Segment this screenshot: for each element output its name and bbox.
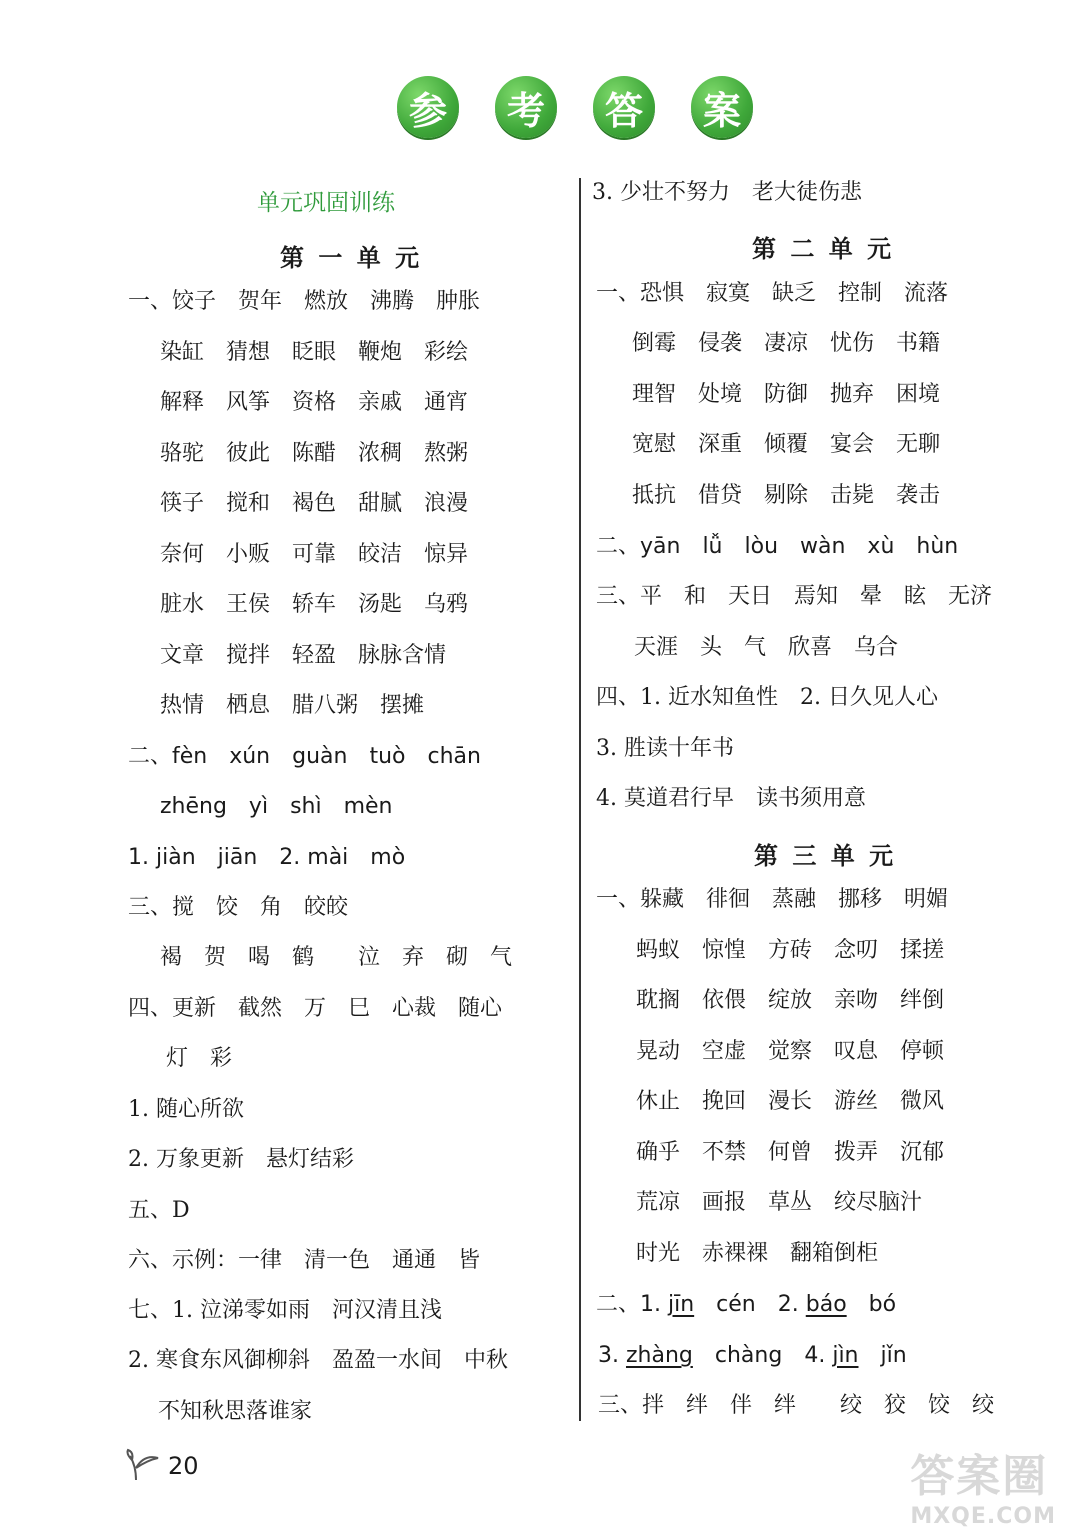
answer-line: 褐 贺 喝 鹤 泣 弃 砌 气 — [160, 945, 513, 970]
answer-line: 宽慰 深重 倾覆 宴会 无聊 — [632, 432, 941, 457]
answer-line: 3. 少壮不努力 老大徒伤悲 — [592, 180, 862, 205]
answer-line: 一、饺子 贺年 燃放 沸腾 肿胀 — [128, 289, 481, 314]
answer-line: 解释 风筝 资格 亲戚 通宵 — [160, 390, 469, 415]
answer-line: 2. 寒食东风御柳斜 盈盈一水间 中秋 — [128, 1348, 508, 1373]
answer-line: 耽搁 依偎 绽放 亲吻 绊倒 — [636, 988, 945, 1013]
column-divider — [579, 178, 581, 1421]
pinyin-answer: jǐn — [880, 1343, 907, 1368]
answer-line: 休止 挽回 漫长 游丝 微风 — [636, 1089, 945, 1114]
unit-heading: 第 三 单 元 — [754, 842, 897, 870]
title-char-3: 答 — [593, 76, 655, 138]
answer-line: 确乎 不禁 何曾 拨弄 沉郁 — [636, 1140, 945, 1165]
title-char-2: 考 — [495, 76, 557, 138]
answer-line: 1. 随心所欲 — [128, 1097, 244, 1122]
answer-line: 2. 万象更新 悬灯结彩 — [128, 1147, 354, 1172]
pinyin-answer-underlined: báo — [805, 1292, 847, 1317]
pinyin-answer-underlined: jīn — [667, 1292, 695, 1317]
answer-line: 时光 赤裸裸 翻箱倒柜 — [636, 1241, 879, 1266]
answer-line: 骆驼 彼此 陈醋 浓稠 熬粥 — [160, 441, 469, 466]
answer-line: 奈何 小贩 可靠 皎洁 惊异 — [160, 542, 469, 567]
pinyin-answer-underlined: zhàng — [625, 1343, 693, 1368]
answer-line: 热情 栖息 腊八粥 摆摊 — [160, 693, 425, 718]
answer-line: 三、平 和 天日 焉知 晕 眩 无济 — [596, 584, 993, 609]
answer-line: 二、yān lǚ lòu wàn xù hùn — [596, 534, 959, 559]
answer-line: 四、更新 截然 万 巳 心裁 随心 — [128, 996, 503, 1021]
pinyin-answer: bó — [868, 1292, 897, 1317]
watermark-url: MXQE.COM — [910, 1504, 1056, 1529]
sprout-icon — [126, 1448, 162, 1482]
answer-line: 荒凉 画报 草丛 绞尽脑汁 — [636, 1190, 923, 1215]
answer-line: 四、1. 近水知鱼性 2. 日久见人心 — [596, 685, 938, 710]
title-banner — [0, 76, 1074, 156]
answer-line: 染缸 猜想 眨眼 鞭炮 彩绘 — [160, 340, 469, 365]
answer-line: 一、躲藏 徘徊 蒸融 挪移 明媚 — [596, 887, 949, 912]
title-char-4: 案 — [691, 76, 753, 138]
answer-line: 五、D — [128, 1198, 190, 1223]
answer-line: 三、搅 饺 角 皎皎 — [128, 895, 349, 920]
page-number: 20 — [168, 1452, 199, 1480]
pinyin-number: 3. — [598, 1343, 626, 1368]
answer-line: 文章 搅拌 轻盈 脉脉含情 — [160, 643, 447, 668]
answer-line: 3. 胜读十年书 — [596, 736, 734, 761]
answer-line: 筷子 搅和 褐色 甜腻 浪漫 — [160, 491, 469, 516]
answer-line: zhēng yì shì mèn — [160, 794, 393, 819]
pinyin-line — [596, 1290, 896, 1320]
answer-line: 倒霉 侵袭 凄凉 忧伤 书籍 — [632, 331, 941, 356]
pinyin-number: 2. — [777, 1292, 806, 1317]
answer-line: 天涯 头 气 欣喜 乌合 — [634, 635, 899, 660]
pinyin-number: 4. — [804, 1343, 833, 1368]
answer-line: 二、fèn xún guàn tuò chān — [128, 744, 481, 769]
watermark-logo — [910, 1440, 1056, 1529]
answer-line: 4. 莫道君行早 读书须用意 — [596, 786, 866, 811]
pinyin-prefix: 二、1. — [596, 1292, 668, 1317]
answer-line: 灯 彩 — [166, 1046, 233, 1071]
pinyin-answer: cén — [716, 1292, 756, 1317]
pinyin-answer: chàng — [714, 1343, 783, 1368]
pinyin-answer-underlined: jìn — [832, 1343, 859, 1368]
answer-line: 1. jiàn jiān 2. mài mò — [128, 845, 406, 870]
answer-line: 理智 处境 防御 抛弃 困境 — [632, 382, 941, 407]
answer-line: 抵抗 借贷 剔除 击毙 袭击 — [632, 483, 941, 508]
answer-line: 一、恐惧 寂寞 缺乏 控制 流落 — [596, 281, 949, 306]
answer-line: 七、1. 泣涕零如雨 河汉清且浅 — [128, 1298, 442, 1323]
answer-line: 不知秋思落谁家 — [158, 1399, 313, 1424]
answer-line: 蚂蚁 惊惶 方砖 念叨 揉搓 — [636, 938, 945, 963]
answer-line: 晃动 空虚 觉察 叹息 停顿 — [636, 1039, 945, 1064]
section-subtitle: 单元巩固训练 — [257, 190, 395, 216]
answer-line: 脏水 王侯 轿车 汤匙 乌鸦 — [160, 592, 469, 617]
answer-line: 六、示例：一律 清一色 通通 皆 — [128, 1248, 481, 1273]
unit-heading: 第 一 单 元 — [280, 244, 423, 272]
unit-heading: 第 二 单 元 — [752, 235, 895, 263]
watermark-text: 答案圈 — [910, 1451, 1049, 1502]
answer-line: 三、拌 绊 伴 绊 绞 狡 饺 绞 — [598, 1393, 995, 1418]
pinyin-line — [598, 1341, 907, 1371]
title-char-1: 参 — [397, 76, 459, 138]
